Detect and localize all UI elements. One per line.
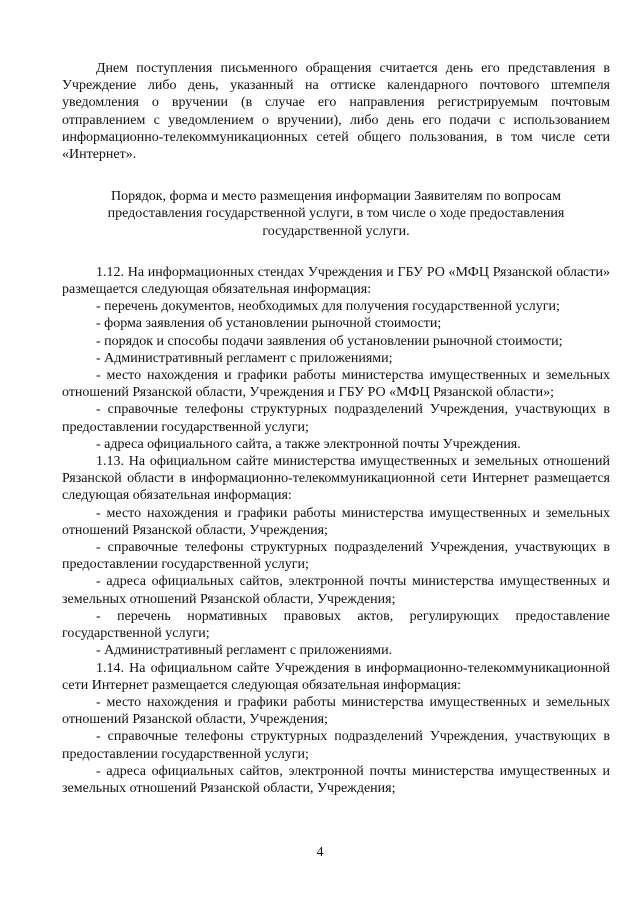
section-heading-text: Порядок, форма и место размещения информации Заявителям по вопросам предоставления государственной услуги, в том числе о ходе предоставления государственной услуги. — [107, 189, 565, 239]
list-item: - перечень документов, необходимых для получения государственной услуги; — [96, 299, 560, 315]
section-1-14 — [62, 660, 610, 798]
list-item: - место нахождения и графики работы министерства имущественных и земельных отношений Рязанской области, Учреждения и ГБУ РО «МФЦ Рязанской области»; — [62, 368, 610, 401]
list-item: - справочные телефоны структурных подразделений Учреждения, участвующих в предоставлении государственной услуги; — [62, 729, 610, 762]
list-item: - справочные телефоны структурных подразделений Учреждения, участвующих в предоставлении государственной услуги; — [62, 402, 610, 435]
section-1-13-intro: 1.13. На официальном сайте министерства имущественных и земельных отношений Рязанской области в информационно-телекоммуникационной сети Интернет размещается следующая обязательная информация: — [62, 454, 610, 504]
list-item: - адреса официальных сайтов, электронной почты министерства имущественных и земельных отношений Рязанской области, Учреждения; — [62, 574, 610, 607]
section-1-13 — [62, 453, 610, 659]
list-item: - порядок и способы подачи заявления об установлении рыночной стоимости; — [96, 333, 563, 349]
list-item: - Административный регламент с приложениями; — [96, 350, 393, 366]
section-1-12 — [62, 264, 610, 453]
list-item: - справочные телефоны структурных подразделений Учреждения, участвующих в предоставлении государственной услуги; — [62, 540, 610, 573]
list-item: - перечень нормативных правовых актов, регулирующих предоставление государственной услуги; — [62, 608, 610, 642]
section-1-14-intro: 1.14. На официальном сайте Учреждения в информационно-телекоммуникационной сети Интернет размещается следующая обязательная информация: — [62, 660, 610, 693]
section-1-12-intro: 1.12. На информационных стендах Учреждения и ГБУ РО «МФЦ Рязанской области» размещается следующая обязательная информация: — [62, 264, 610, 298]
section-heading — [76, 188, 596, 240]
list-item: - адреса официальных сайтов, электронной почты министерства имущественных и земельных отношений Рязанской области, Учреждения; — [62, 763, 610, 796]
list-item: - место нахождения и графики работы министерства имущественных и земельных отношений Рязанской области, Учреждения; — [62, 694, 610, 728]
list-item: - место нахождения и графики работы министерства имущественных и земельных отношений Рязанской области, Учреждения; — [62, 505, 610, 538]
list-item: - Административный регламент с приложениями. — [96, 643, 393, 659]
list-item: - форма заявления об установлении рыночной стоимости; — [96, 316, 442, 332]
list-item: - адреса официального сайта, а также электронной почты Учреждения. — [96, 436, 521, 452]
intro-paragraph: Днем поступления письменного обращения считается день его представления в Учреждение либо день, указанный на оттиске календарного почтового штемпеля уведомления о вручении (в случае его направления регистрируемым почтовым отправлением с уведомлением о вручении), либо день его подачи с использованием информационно-телекоммуникационных сетей общего пользования, в том числе сети «Интернет». — [62, 61, 610, 163]
page-number: 4 — [316, 845, 324, 860]
